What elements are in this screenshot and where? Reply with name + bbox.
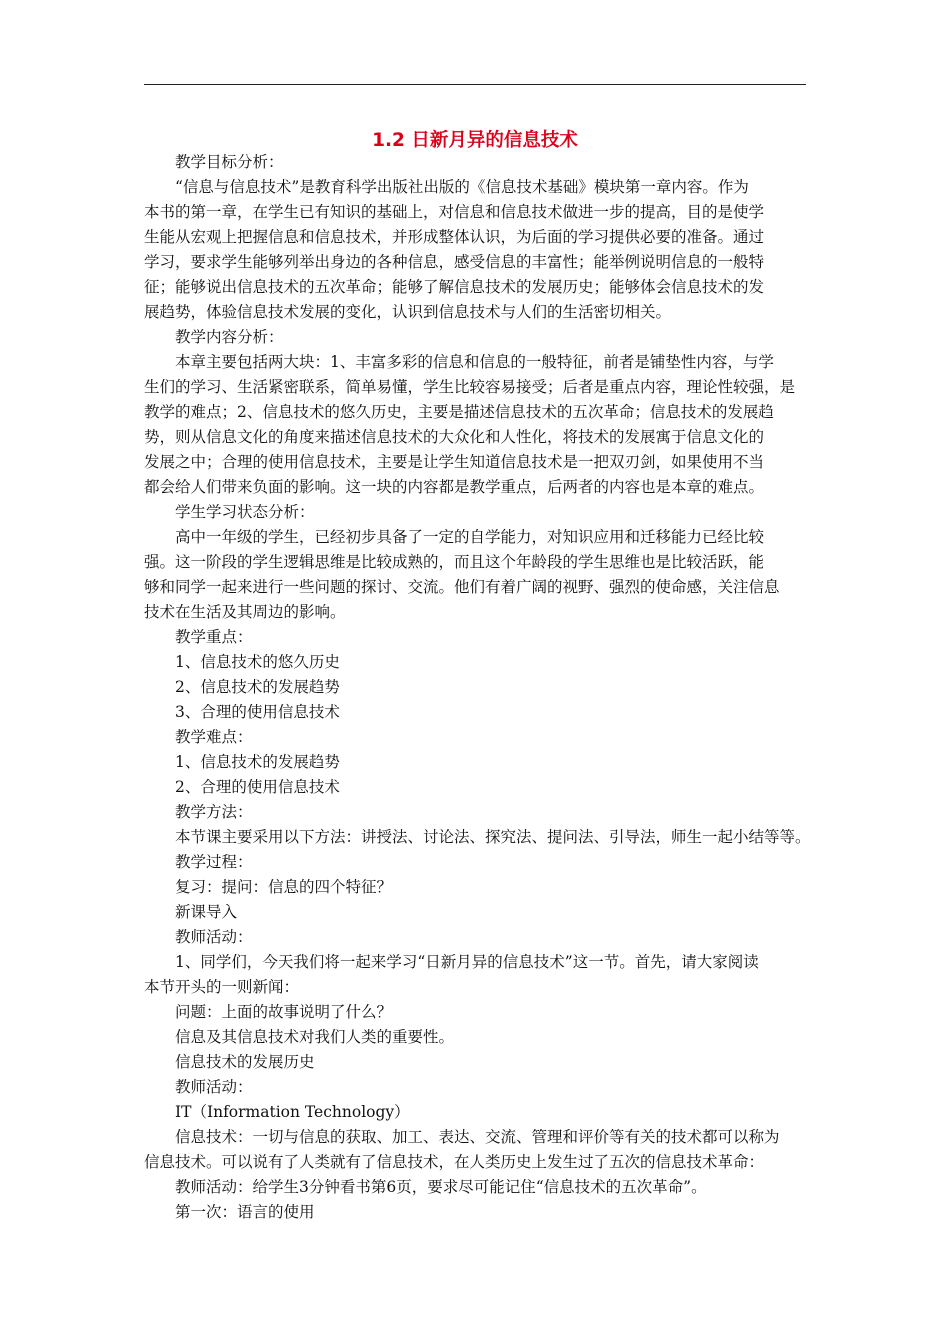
paragraph: [144, 1200, 806, 1225]
paragraph: [144, 825, 811, 850]
paragraph: [144, 175, 806, 325]
paragraph: [144, 500, 806, 525]
text-line: 强。这一阶段的学生逻辑思维是比较成熟的，而且这个年龄段的学生思维也是比较活跃，能: [144, 553, 765, 571]
text-line: 都会给人们带来负面的影响。这一块的内容都是教学重点，后两者的内容也是本章的难点。: [144, 478, 765, 496]
text-line: 1、信息技术的发展趋势: [175, 753, 340, 771]
text-line: 1、信息技术的悠久历史: [175, 653, 340, 671]
text-line: 信息技术的发展历史: [175, 1053, 315, 1071]
text-line: 信息及其信息技术对我们人类的重要性。: [175, 1028, 455, 1046]
text-line: 第一次：语言的使用: [175, 1203, 315, 1221]
paragraph: [144, 775, 806, 800]
text-line: IT（Information Technology）: [175, 1103, 410, 1121]
paragraph: [144, 1175, 806, 1200]
paragraph: [144, 850, 806, 875]
text-line: 学习，要求学生能够列举出身边的各种信息，感受信息的丰富性；能举例说明信息的一般特: [144, 253, 765, 271]
paragraph: [144, 925, 806, 950]
text-line: 展趋势，体验信息技术发展的变化，认识到信息技术与人们的生活密切相关。: [144, 303, 672, 321]
text-line: 教学内容分析：: [175, 328, 284, 346]
text-line: 教学的难点；2、信息技术的悠久历史，主要是描述信息技术的五次革命；信息技术的发展趋: [144, 403, 774, 421]
text-line: 信息技术。可以说有了人类就有了信息技术，在人类历史上发生过了五次的信息技术革命：: [144, 1153, 765, 1171]
paragraph: [144, 1000, 806, 1025]
header-rule: [144, 84, 806, 85]
document-body: [144, 150, 811, 1225]
text-line: 学生学习状态分析：: [175, 503, 315, 521]
text-line: 2、合理的使用信息技术: [175, 778, 340, 796]
paragraph: [144, 725, 806, 750]
text-line: 教学方法：: [175, 803, 253, 821]
paragraph: [144, 325, 806, 350]
text-line: 问题：上面的故事说明了什么？: [175, 1003, 393, 1021]
paragraph: [144, 1075, 806, 1100]
text-line: 信息技术：一切与信息的获取、加工、表达、交流、管理和评价等有关的技术都可以称为: [175, 1128, 780, 1146]
text-line: “信息与信息技术”是教育科学出版社出版的《信息技术基础》模块第一章内容。作为: [175, 178, 749, 196]
document-title: 1.2 日新月异的信息技术: [372, 130, 578, 151]
paragraph: [144, 1100, 806, 1125]
paragraph: [144, 900, 806, 925]
paragraph: [144, 700, 806, 725]
text-line: 本章主要包括两大块：1、丰富多彩的信息和信息的一般特征，前者是铺垫性内容，与学: [175, 353, 774, 371]
text-line: 教学过程：: [175, 853, 253, 871]
text-line: 复习：提问：信息的四个特征？: [175, 878, 393, 896]
text-line: 新课导入: [175, 903, 238, 921]
text-line: 够和同学一起来进行一些问题的探讨、交流。他们有着广阔的视野、强烈的使命感，关注信息: [144, 578, 780, 596]
text-line: 2、信息技术的发展趋势: [175, 678, 340, 696]
paragraph: [144, 950, 806, 1000]
text-line: 生们的学习、生活紧密联系，简单易懂，学生比较容易接受；后者是重点内容，理论性较强，是: [144, 378, 796, 396]
paragraph: [144, 1050, 806, 1075]
paragraph: [144, 650, 806, 675]
text-line: 发展之中；合理的使用信息技术，主要是让学生知道信息技术是一把双刃剑，如果使用不当: [144, 453, 765, 471]
text-line: 1、同学们，今天我们将一起来学习“日新月异的信息技术”这一节。首先，请大家阅读: [175, 953, 759, 971]
text-line: 教学难点：: [175, 728, 253, 746]
paragraph: [144, 875, 806, 900]
paragraph: [144, 800, 806, 825]
paragraph: [144, 525, 806, 625]
text-line: 3、合理的使用信息技术: [175, 703, 340, 721]
text-line: 技术在生活及其周边的影响。: [144, 603, 346, 621]
text-line: 本节课主要采用以下方法：讲授法、讨论法、探究法、提问法、引导法，师生一起小结等等。: [175, 828, 811, 846]
text-line: 教学重点：: [175, 628, 253, 646]
text-line: 教师活动：: [175, 1078, 253, 1096]
paragraph: [144, 625, 806, 650]
text-line: 征；能够说出信息技术的五次革命；能够了解信息技术的发展历史；能够体会信息技术的发: [144, 278, 765, 296]
text-line: 高中一年级的学生，已经初步具备了一定的自学能力，对知识应用和迁移能力已经比较: [175, 528, 765, 546]
paragraph: [144, 750, 806, 775]
text-line: 生能从宏观上把握信息和信息技术，并形成整体认识，为后面的学习提供必要的准备。通过: [144, 228, 765, 246]
paragraph: [144, 1125, 806, 1175]
paragraph: [144, 1025, 806, 1050]
text-line: 教师活动：: [175, 928, 253, 946]
text-line: 本节开头的一则新闻：: [144, 978, 300, 996]
text-line: 势，则从信息文化的角度来描述信息技术的大众化和人性化，将技术的发展寓于信息文化的: [144, 428, 765, 446]
text-line: 教师活动：给学生3分钟看书第6页，要求尽可能记住“信息技术的五次革命”。: [175, 1178, 707, 1196]
text-line: 教学目标分析：: [175, 153, 284, 171]
paragraph: [144, 150, 806, 175]
text-line: 本书的第一章，在学生已有知识的基础上，对信息和信息技术做进一步的提高，目的是使学: [144, 203, 765, 221]
paragraph: [144, 675, 806, 700]
paragraph: [144, 350, 806, 500]
